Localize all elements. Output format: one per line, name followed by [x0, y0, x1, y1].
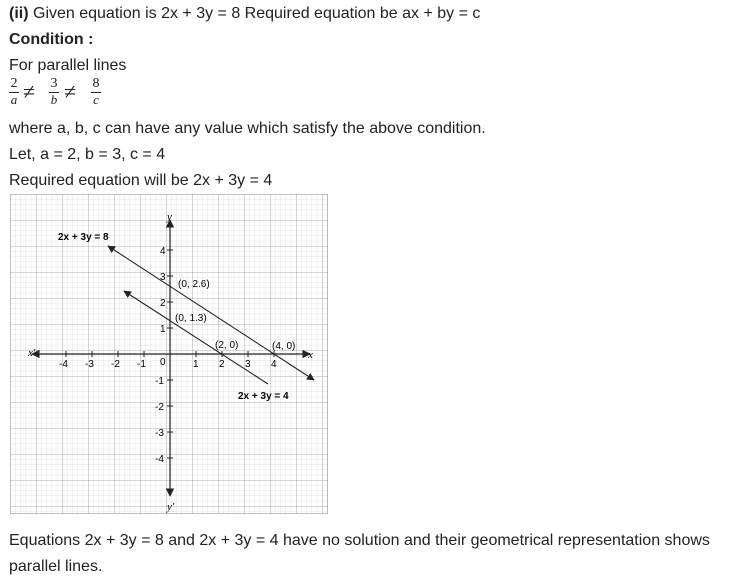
y-tick-label: -1: [155, 376, 164, 387]
y-axis-neg-label: y': [167, 501, 175, 513]
conclusion-text: Equations 2x + 3y = 8 and 2x + 3y = 4 have no solution and their geometrical representation shows parallel lines.: [9, 532, 710, 575]
parallel-lines-text: For parallel lines: [9, 57, 127, 74]
part-label: (ii): [9, 5, 29, 22]
not-equal-sign: ≠: [64, 79, 77, 104]
y-tick-label: -3: [155, 428, 164, 439]
x-tick-label: 1: [193, 359, 199, 370]
required-equation: Required equation will be 2x + 3y = 4: [9, 172, 273, 189]
point-0-2.6: (0, 2.6): [178, 279, 210, 290]
x-tick-label: -2: [111, 359, 120, 370]
x-axis-neg-label: x': [28, 347, 36, 359]
condition-explanation: where a, b, c can have any value which satisfy the above condition.: [9, 120, 486, 137]
graph-paper: [10, 194, 328, 514]
x-tick-label: -4: [59, 359, 68, 370]
condition-heading: Condition :: [9, 31, 94, 48]
point-2-0: (2, 0): [215, 340, 239, 351]
x-tick-label: 2: [219, 359, 225, 370]
point-4-0: (4, 0): [272, 341, 296, 352]
y-tick-label: 2: [160, 298, 166, 309]
y-tick-label: 4: [160, 246, 166, 257]
point-0-1.3: (0, 1.3): [175, 313, 207, 324]
y-axis-label: y: [167, 211, 172, 223]
y-tick-label: 1: [160, 324, 166, 335]
x-tick-label: 4: [271, 359, 277, 370]
chosen-values: Let, a = 2, b = 3, c = 4: [9, 146, 166, 163]
x-tick-label: -3: [85, 359, 94, 370]
given-equation-text: Given equation is 2x + 3y = 8 Required equation be ax + by = c: [28, 5, 481, 22]
origin-label: 0: [160, 357, 166, 368]
given-equation-line: [9, 4, 480, 24]
y-tick-label: -2: [155, 402, 164, 413]
y-tick-label: 3: [160, 272, 166, 283]
x-tick-label: -1: [137, 359, 146, 370]
not-equal-sign: ≠: [23, 79, 36, 104]
x-tick-label: 3: [245, 359, 251, 370]
label-line-2x-3y-4: 2x + 3y = 4: [238, 391, 289, 402]
y-tick-label: -4: [155, 454, 164, 465]
x-axis-label: x: [308, 349, 313, 361]
label-line-2x-3y-8: 2x + 3y = 8: [58, 232, 109, 243]
